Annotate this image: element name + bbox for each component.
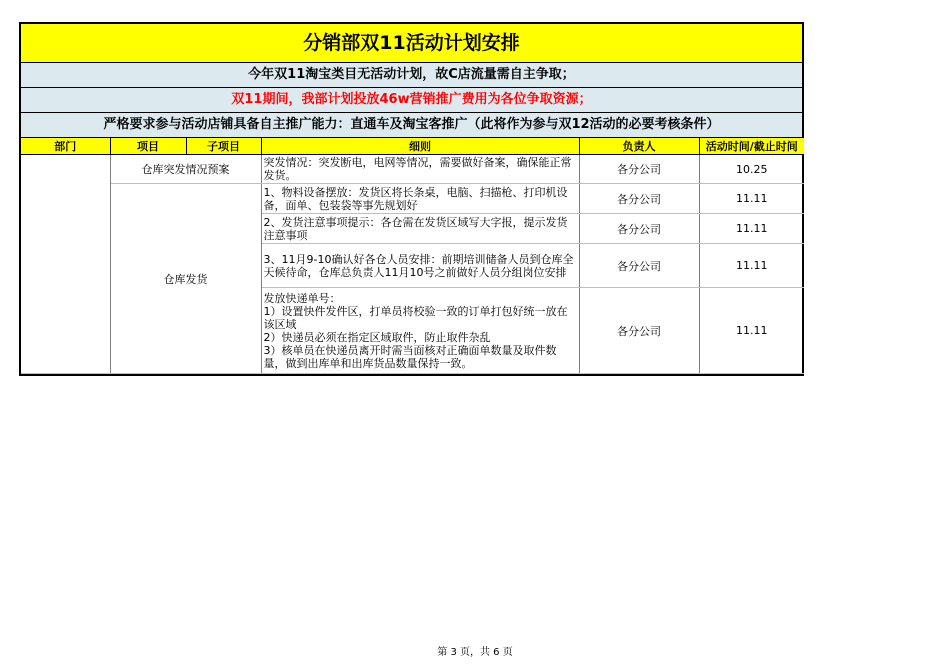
column-header-project: 项目	[110, 138, 186, 155]
detail-line: 3）核单员在快递员离开时需当面核对正确面单数量及取件数量，做到出库单和出库货品数量保持一致。	[263, 343, 557, 370]
note-line-1: 今年双11淘宝类目无活动计划，故C店流量需自主争取；	[21, 63, 802, 88]
note-line-3: 严格要求参与活动店铺具备自主推广能力：直通车及淘宝客推广（此将作为参与双12活动的必要考核条件）	[21, 113, 802, 138]
column-header-department: 部门	[21, 138, 110, 155]
department-cell	[21, 155, 110, 374]
owner-cell: 各分公司	[579, 214, 699, 244]
column-header-owner: 负责人	[579, 138, 699, 155]
detail-line: 1）设置快件发件区，打单员将校验一致的订单打包好统一放在该区域	[263, 304, 568, 331]
plan-table	[21, 138, 804, 374]
date-cell: 11.11	[699, 214, 804, 244]
column-header-date: 活动时间/截止时间	[699, 138, 804, 155]
column-header-subproject: 子项目	[186, 138, 261, 155]
detail-line: 发放快递单号：	[263, 291, 341, 305]
owner-cell: 各分公司	[579, 155, 699, 184]
date-cell: 11.11	[699, 244, 804, 288]
detail-cell: 1、物料设备摆放：发货区将长条桌，电脑、扫描枪、打印机设备，面单、包装袋等事先规划好	[261, 184, 579, 214]
date-cell: 11.11	[699, 184, 804, 214]
detail-line: 2）快递员必须在指定区域取件，防止取件杂乱	[263, 330, 491, 344]
table-row	[21, 155, 804, 184]
owner-cell: 各分公司	[579, 184, 699, 214]
owner-cell: 各分公司	[579, 288, 699, 374]
date-cell: 11.11	[699, 288, 804, 374]
spreadsheet-sheet	[19, 22, 804, 376]
project-cell: 仓库发货	[110, 184, 261, 374]
page-footer: 第 3 页，共 6 页	[437, 647, 513, 658]
project-cell: 仓库突发情况预案	[110, 155, 261, 184]
detail-cell: 2、发货注意事项提示：各仓需在发货区域写大字报，提示发货注意事项	[261, 214, 579, 244]
table-row	[21, 184, 804, 214]
sheet-title: 分销部双11活动计划安排	[21, 24, 802, 63]
date-cell: 10.25	[699, 155, 804, 184]
detail-cell	[261, 288, 579, 374]
owner-cell: 各分公司	[579, 244, 699, 288]
detail-cell: 突发情况：突发断电，电网等情况，需要做好备案，确保能正常发货。	[261, 155, 579, 184]
note-line-2: 双11期间，我部计划投放46w营销推广费用为各位争取资源；	[21, 88, 802, 113]
detail-cell: 3、11月9-10确认好各仓人员安排：前期培训储备人员到仓库全天候待命，仓库总负责人11月10号之前做好人员分组岗位安排	[261, 244, 579, 288]
column-header-detail: 细则	[261, 138, 579, 155]
table-header-row	[21, 138, 804, 155]
